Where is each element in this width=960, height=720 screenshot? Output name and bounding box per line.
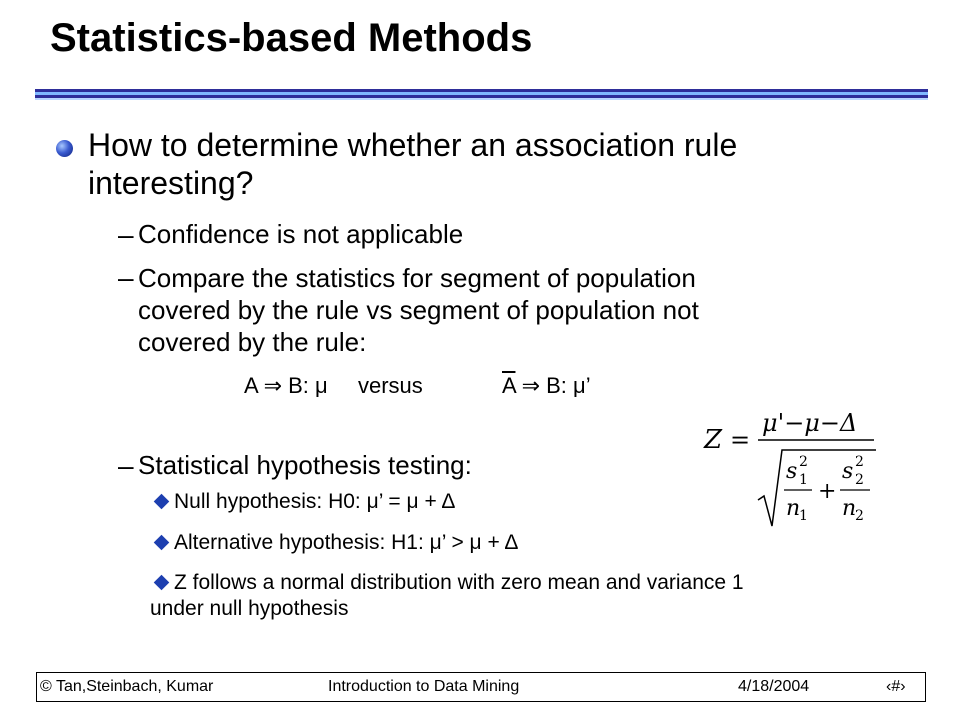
footer-page-number: ‹#› xyxy=(886,678,906,695)
main-bullet-line-2: interesting? xyxy=(88,165,254,201)
diamond-bullet-icon xyxy=(154,535,170,551)
formula-plus: + xyxy=(818,479,837,504)
formula-equals: = xyxy=(730,426,751,454)
formula-s1-sup: 2 xyxy=(799,454,808,470)
formula-s2-sup: 2 xyxy=(855,454,864,470)
footer-copyright: © Tan,Steinbach, Kumar xyxy=(40,678,214,695)
dash-marker: – xyxy=(118,219,134,250)
negated-a-label: $\overline{A}$ xyxy=(502,373,516,398)
rule-right-rest: ⇒ B: μ’ xyxy=(515,373,591,398)
footer-course-title: Introduction to Data Mining xyxy=(328,678,520,695)
bullet-icon xyxy=(56,140,73,157)
formula-n1-sub: 1 xyxy=(799,508,808,524)
sub-bullet-compare-line-3: covered by the rule: xyxy=(138,327,367,357)
main-bullet-line-1: How to determine whether an association rule xyxy=(88,127,738,163)
rule-left-expression: A ⇒ B: μ xyxy=(244,373,328,398)
sub-bullet-compare-line-1: Compare the statistics for segment of population xyxy=(138,263,696,293)
footer-date: 4/18/2004 xyxy=(738,678,810,695)
sub-bullet-confidence: Confidence is not applicable xyxy=(138,219,464,249)
sub-bullet-compare-line-2: covered by the rule vs segment of population not xyxy=(138,295,699,325)
sub-bullet-compare xyxy=(138,262,858,358)
formula-n2-sub: 2 xyxy=(855,508,864,524)
z-score-formula xyxy=(700,404,880,534)
formula-s2-sub: 2 xyxy=(855,472,864,488)
z-distribution-line-2: under null hypothesis xyxy=(150,597,349,620)
dash-marker: – xyxy=(118,262,134,293)
formula-n1: n xyxy=(786,496,801,521)
formula-s1: s xyxy=(786,459,798,484)
formula-numerator: μ'−μ−Δ xyxy=(762,409,858,437)
main-bullet-text xyxy=(88,126,848,202)
null-hypothesis-text: Null hypothesis: H0: μ’ = μ + Δ xyxy=(174,490,456,513)
title-underline-rule-shadow xyxy=(35,98,928,100)
z-distribution-line-1: Z follows a normal distribution with zero mean and variance 1 xyxy=(174,571,744,594)
formula-z: Z xyxy=(704,425,723,455)
slide-title: Statistics-based Methods xyxy=(50,16,533,60)
diamond-bullet-icon xyxy=(154,575,170,591)
formula-n2: n xyxy=(842,496,857,521)
dash-marker: – xyxy=(118,450,134,481)
formula-s1-sub: 1 xyxy=(799,472,808,488)
formula-s2: s xyxy=(842,459,854,484)
sub-bullet-hypothesis: Statistical hypothesis testing: xyxy=(138,450,472,480)
rule-right-expression xyxy=(502,373,591,399)
versus-label: versus xyxy=(358,373,423,398)
alternative-hypothesis-text: Alternative hypothesis: H1: μ’ > μ + Δ xyxy=(174,531,519,554)
diamond-bullet-icon xyxy=(154,494,170,510)
